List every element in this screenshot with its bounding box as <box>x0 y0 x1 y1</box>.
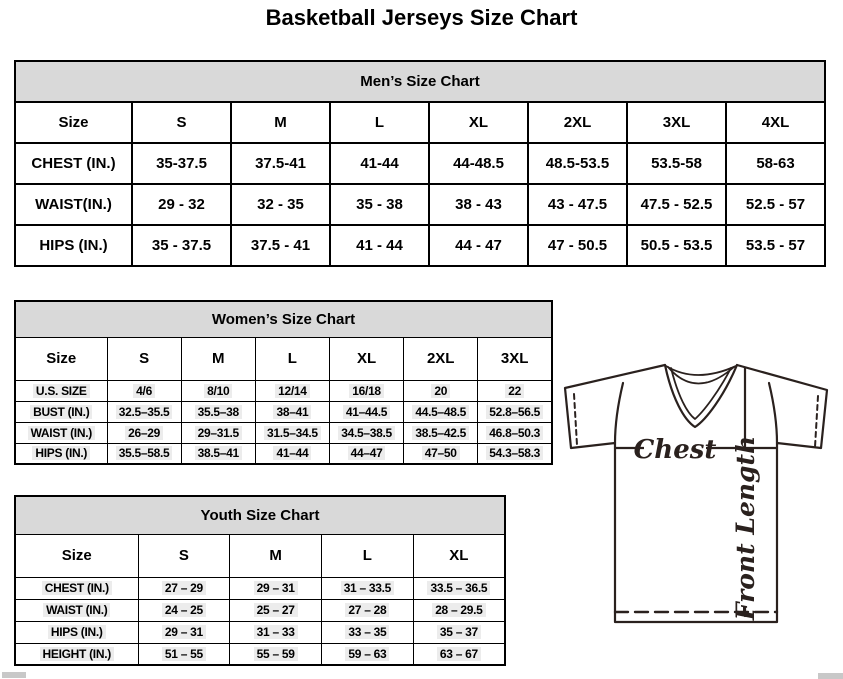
youth-cell-value: 33 – 35 <box>345 625 389 639</box>
womens-size-chart-table <box>14 300 553 465</box>
youth-cell <box>413 577 505 599</box>
jersey-outline <box>565 365 827 622</box>
women-col-header-1: S <box>107 337 181 380</box>
youth-cell <box>138 621 230 643</box>
women-cell-value: 4/6 <box>133 384 155 398</box>
men-cell-value: 41 - 44 <box>356 237 403 254</box>
men-row-label <box>15 184 132 225</box>
women-cell <box>181 380 255 401</box>
men-cell-value: 32 - 35 <box>257 196 304 213</box>
youth-size-chart-table <box>14 495 506 666</box>
men-col-header-3: L <box>330 102 429 143</box>
women-cell-value: 35.5–58.5 <box>116 446 173 460</box>
men-cell <box>132 225 231 266</box>
men-cell <box>330 225 429 266</box>
women-header-row <box>15 337 552 380</box>
youth-cell-value: CHEST (IN.) <box>42 581 112 595</box>
men-cell-value: 58-63 <box>756 155 795 172</box>
youth-cell-value: 27 – 28 <box>345 603 389 617</box>
women-row-label <box>15 422 107 443</box>
men-cell-value: 50.5 - 53.5 <box>640 237 713 254</box>
youth-cell-value: 25 – 27 <box>254 603 298 617</box>
men-row-label <box>15 225 132 266</box>
men-cell-value: 35 - 37.5 <box>151 237 212 254</box>
women-data-row-3 <box>15 443 552 464</box>
youth-cell-value: 59 – 63 <box>345 647 389 661</box>
women-cell-value: BUST (IN.) <box>30 405 92 419</box>
women-cell-value: 29–31.5 <box>195 426 242 440</box>
youth-row-label <box>15 643 138 665</box>
women-cell <box>478 443 552 464</box>
men-cell-value: 37.5 - 41 <box>250 237 311 254</box>
youth-row-label <box>15 577 138 599</box>
men-cell <box>726 184 825 225</box>
women-cell-value: 32.5–35.5 <box>116 405 173 419</box>
women-cell-value: 20 <box>431 384 450 398</box>
men-col-header-0: Size <box>15 102 132 143</box>
youth-cell <box>230 621 322 643</box>
women-cell <box>107 401 181 422</box>
youth-cell <box>322 599 414 621</box>
men-cell-value: 37.5-41 <box>255 155 306 172</box>
women-cell-value: 16/18 <box>349 384 384 398</box>
youth-cell-value: 35 – 37 <box>437 625 481 639</box>
men-row-label <box>15 143 132 184</box>
men-cell-value: 43 - 47.5 <box>547 196 608 213</box>
women-row-label <box>15 401 107 422</box>
women-cell <box>181 443 255 464</box>
men-cell-value: 47.5 - 52.5 <box>640 196 713 213</box>
women-cell-value: 22 <box>505 384 524 398</box>
men-cell <box>528 184 627 225</box>
youth-cell <box>230 577 322 599</box>
women-col-header-3: L <box>255 337 329 380</box>
women-col-header-2: M <box>181 337 255 380</box>
youth-cell-value: 29 – 31 <box>162 625 206 639</box>
youth-row-label <box>15 621 138 643</box>
women-cell <box>255 443 329 464</box>
left-cuff-stitch-dashed <box>574 394 577 445</box>
women-cell-value: WAIST (IN.) <box>28 426 95 440</box>
front-length-label: Front Length <box>731 435 760 621</box>
men-cell-value: HIPS (IN.) <box>39 237 108 254</box>
women-data-row-2 <box>15 422 552 443</box>
men-cell <box>429 184 528 225</box>
men-cell <box>726 143 825 184</box>
women-cell-value: 38.5–41 <box>195 446 242 460</box>
women-col-header-5: 2XL <box>404 337 478 380</box>
youth-data-row-3 <box>15 643 505 665</box>
men-cell <box>132 143 231 184</box>
men-data-row-2 <box>15 225 825 266</box>
men-cell-value: WAIST(IN.) <box>35 196 112 213</box>
women-row-label <box>15 380 107 401</box>
youth-data-row-0 <box>15 577 505 599</box>
youth-cell <box>138 599 230 621</box>
women-col-header-4: XL <box>329 337 403 380</box>
youth-cell <box>413 621 505 643</box>
men-cell <box>231 143 330 184</box>
youth-cell <box>322 577 414 599</box>
women-cell-value: 44.5–48.5 <box>412 405 469 419</box>
women-chart-title: Women’s Size Chart <box>15 301 552 337</box>
youth-cell-value: 28 – 29.5 <box>432 603 485 617</box>
women-cell-value: 12/14 <box>275 384 310 398</box>
men-cell <box>726 225 825 266</box>
men-col-header-1: S <box>132 102 231 143</box>
women-cell-value: 44–47 <box>348 446 386 460</box>
men-cell <box>429 225 528 266</box>
women-cell <box>107 422 181 443</box>
youth-col-header-3: L <box>322 534 414 577</box>
right-cuff-stitch-dashed <box>815 396 818 447</box>
men-data-row-0 <box>15 143 825 184</box>
youth-data-row-1 <box>15 599 505 621</box>
women-cell <box>404 443 478 464</box>
youth-cell-value: HEIGHT (IN.) <box>40 647 114 661</box>
women-cell <box>255 401 329 422</box>
men-cell-value: 52.5 - 57 <box>745 196 806 213</box>
women-cell <box>107 380 181 401</box>
jersey-measurement-diagram <box>552 348 843 678</box>
women-cell <box>329 422 403 443</box>
youth-cell <box>322 621 414 643</box>
men-cell <box>231 225 330 266</box>
men-cell-value: 35-37.5 <box>156 155 207 172</box>
women-cell-value: 52.8–56.5 <box>486 405 543 419</box>
men-cell <box>231 184 330 225</box>
women-cell <box>404 380 478 401</box>
left-sleeve-seam <box>615 383 623 443</box>
women-cell-value: 26–29 <box>125 426 163 440</box>
cutoff-fragment-bottom-left <box>2 672 26 678</box>
youth-chart-title: Youth Size Chart <box>15 496 505 534</box>
women-cell <box>478 422 552 443</box>
women-col-header-0: Size <box>15 337 107 380</box>
women-cell <box>478 401 552 422</box>
women-cell <box>181 401 255 422</box>
women-cell-value: 38–41 <box>273 405 311 419</box>
youth-cell-value: 55 – 59 <box>254 647 298 661</box>
men-col-header-7: 4XL <box>726 102 825 143</box>
men-cell-value: 29 - 32 <box>158 196 205 213</box>
youth-cell <box>138 643 230 665</box>
men-chart-title: Men’s Size Chart <box>15 61 825 102</box>
youth-cell-value: 29 – 31 <box>254 581 298 595</box>
youth-col-header-1: S <box>138 534 230 577</box>
right-sleeve-seam <box>769 383 777 443</box>
men-cell <box>132 184 231 225</box>
men-cell <box>627 143 726 184</box>
chest-label: Chest <box>633 435 717 465</box>
men-cell-value: 44 - 47 <box>455 237 502 254</box>
women-col-header-6: 3XL <box>478 337 552 380</box>
women-cell-value: 34.5–38.5 <box>338 426 395 440</box>
youth-cell <box>413 599 505 621</box>
women-cell-value: 38.5–42.5 <box>412 426 469 440</box>
men-cell-value: 41-44 <box>360 155 399 172</box>
men-cell <box>330 143 429 184</box>
youth-cell-value: HIPS (IN.) <box>48 625 106 639</box>
youth-cell-value: 63 – 67 <box>437 647 481 661</box>
men-cell <box>429 143 528 184</box>
men-cell-value: 38 - 43 <box>455 196 502 213</box>
women-cell <box>329 380 403 401</box>
women-cell-value: 31.5–34.5 <box>264 426 321 440</box>
men-cell-value: 53.5-58 <box>651 155 702 172</box>
men-col-header-5: 2XL <box>528 102 627 143</box>
cutoff-fragment-bottom-right <box>818 673 843 679</box>
women-data-row-1 <box>15 401 552 422</box>
youth-cell <box>230 643 322 665</box>
youth-cell <box>322 643 414 665</box>
women-cell <box>181 422 255 443</box>
women-row-label <box>15 443 107 464</box>
youth-cell-value: 51 – 55 <box>162 647 206 661</box>
men-col-header-6: 3XL <box>627 102 726 143</box>
men-header-row <box>15 102 825 143</box>
youth-header-row <box>15 534 505 577</box>
women-cell <box>255 422 329 443</box>
men-cell <box>528 225 627 266</box>
men-cell <box>627 225 726 266</box>
youth-col-header-0: Size <box>15 534 138 577</box>
women-cell-value: U.S. SIZE <box>33 384 90 398</box>
page-title: Basketball Jerseys Size Chart <box>265 5 578 30</box>
men-cell-value: 53.5 - 57 <box>745 237 806 254</box>
women-cell-value: 8/10 <box>204 384 232 398</box>
men-cell-value: 35 - 38 <box>356 196 403 213</box>
youth-row-label <box>15 599 138 621</box>
youth-cell-value: 31 – 33 <box>254 625 298 639</box>
men-cell-value: 47 - 50.5 <box>547 237 608 254</box>
women-cell-value: 47–50 <box>422 446 460 460</box>
men-col-header-4: XL <box>429 102 528 143</box>
youth-col-header-4: XL <box>413 534 505 577</box>
youth-cell-value: 33.5 – 36.5 <box>427 581 490 595</box>
youth-cell-value: 24 – 25 <box>162 603 206 617</box>
women-cell-value: 46.8–50.3 <box>486 426 543 440</box>
youth-cell <box>413 643 505 665</box>
women-cell-value: 35.5–38 <box>195 405 242 419</box>
men-cell-value: CHEST (IN.) <box>31 155 116 172</box>
men-col-header-2: M <box>231 102 330 143</box>
men-cell-value: 48.5-53.5 <box>545 155 610 172</box>
women-data-row-0 <box>15 380 552 401</box>
mens-size-chart-table <box>14 60 826 267</box>
men-cell-value: 44-48.5 <box>453 155 504 172</box>
youth-cell-value: 27 – 29 <box>162 581 206 595</box>
women-cell-value: 41–44 <box>273 446 311 460</box>
youth-data-row-2 <box>15 621 505 643</box>
women-cell-value: 54.3–58.3 <box>486 446 543 460</box>
youth-cell <box>230 599 322 621</box>
men-cell <box>627 184 726 225</box>
women-cell <box>255 380 329 401</box>
women-cell <box>404 401 478 422</box>
youth-cell <box>138 577 230 599</box>
women-cell <box>329 443 403 464</box>
youth-col-header-2: M <box>230 534 322 577</box>
women-cell-value: 41–44.5 <box>343 405 390 419</box>
women-cell <box>478 380 552 401</box>
women-cell <box>107 443 181 464</box>
women-cell <box>404 422 478 443</box>
men-data-row-1 <box>15 184 825 225</box>
youth-cell-value: WAIST (IN.) <box>43 603 110 617</box>
women-cell-value: HIPS (IN.) <box>32 446 90 460</box>
women-cell <box>329 401 403 422</box>
youth-cell-value: 31 – 33.5 <box>341 581 394 595</box>
men-cell <box>330 184 429 225</box>
men-cell <box>528 143 627 184</box>
